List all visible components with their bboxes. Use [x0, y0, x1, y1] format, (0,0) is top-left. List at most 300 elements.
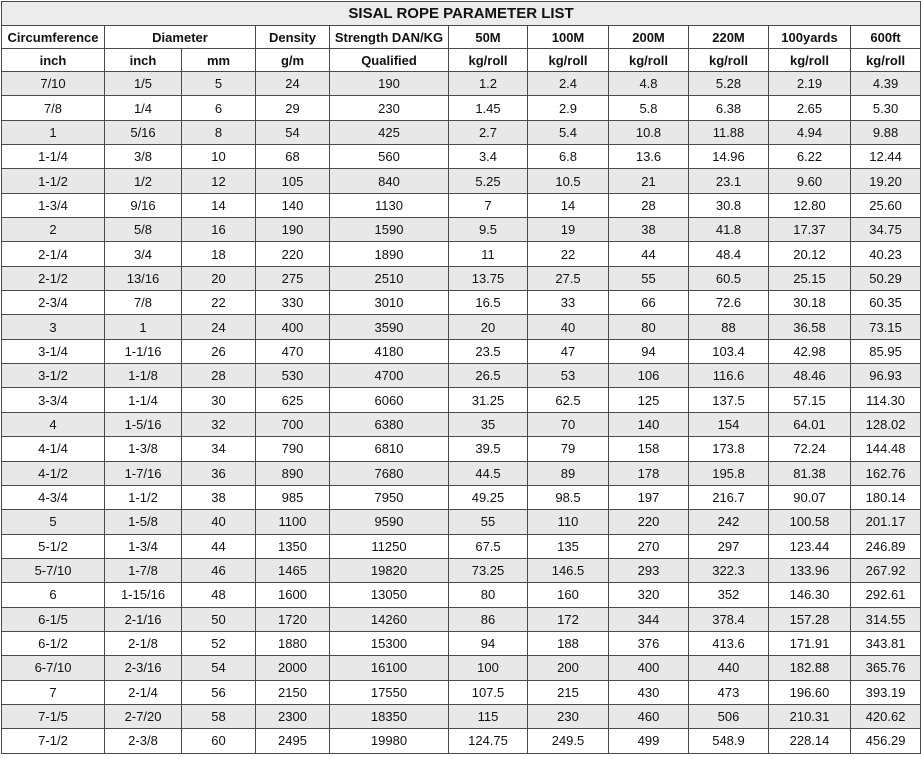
cell-strength: 11250 — [330, 534, 449, 558]
cell-weight-200m: 197 — [609, 485, 689, 509]
cell-diameter-inch: 1/4 — [105, 96, 182, 120]
header-row-2 — [2, 49, 921, 72]
cell-weight-220m: 322.3 — [689, 558, 769, 582]
cell-weight-100yards: 100.58 — [769, 510, 851, 534]
cell-weight-220m: 41.8 — [689, 218, 769, 242]
cell-circumference-inch: 7-1/2 — [2, 729, 105, 753]
cell-strength: 3010 — [330, 291, 449, 315]
cell-density: 29 — [256, 96, 330, 120]
cell-weight-100m: 200 — [528, 656, 609, 680]
cell-density: 1350 — [256, 534, 330, 558]
cell-weight-600ft: 246.89 — [851, 534, 921, 558]
cell-weight-50m: 31.25 — [449, 388, 528, 412]
cell-weight-100yards: 36.58 — [769, 315, 851, 339]
table-title: SISAL ROPE PARAMETER LIST — [2, 2, 921, 26]
cell-weight-100yards: 210.31 — [769, 704, 851, 728]
cell-weight-100m: 22 — [528, 242, 609, 266]
cell-weight-600ft: 162.76 — [851, 461, 921, 485]
cell-strength: 7950 — [330, 485, 449, 509]
cell-diameter-inch: 2-7/20 — [105, 704, 182, 728]
cell-weight-200m: 499 — [609, 729, 689, 753]
cell-weight-200m: 430 — [609, 680, 689, 704]
cell-weight-100yards: 9.60 — [769, 169, 851, 193]
cell-diameter-inch: 1-3/8 — [105, 437, 182, 461]
cell-weight-200m: 66 — [609, 291, 689, 315]
cell-circumference-inch: 1 — [2, 120, 105, 144]
cell-density: 700 — [256, 412, 330, 436]
cell-weight-100yards: 25.15 — [769, 266, 851, 290]
cell-circumference-inch: 2 — [2, 218, 105, 242]
cell-weight-220m: 88 — [689, 315, 769, 339]
cell-weight-50m: 39.5 — [449, 437, 528, 461]
cell-diameter-mm: 46 — [182, 558, 256, 582]
cell-density: 890 — [256, 461, 330, 485]
table-row — [2, 242, 921, 266]
cell-circumference-inch: 4-1/2 — [2, 461, 105, 485]
cell-circumference-inch: 3-1/4 — [2, 339, 105, 363]
cell-weight-100m: 33 — [528, 291, 609, 315]
cell-weight-50m: 5.25 — [449, 169, 528, 193]
cell-density: 2000 — [256, 656, 330, 680]
cell-circumference-inch: 1-1/4 — [2, 145, 105, 169]
cell-weight-200m: 376 — [609, 631, 689, 655]
cell-weight-50m: 1.45 — [449, 96, 528, 120]
header-200m: 200M — [609, 26, 689, 49]
cell-diameter-inch: 9/16 — [105, 193, 182, 217]
cell-diameter-mm: 5 — [182, 72, 256, 96]
cell-weight-600ft: 12.44 — [851, 145, 921, 169]
table-row — [2, 145, 921, 169]
cell-density: 2150 — [256, 680, 330, 704]
cell-weight-100yards: 20.12 — [769, 242, 851, 266]
cell-weight-100m: 89 — [528, 461, 609, 485]
cell-strength: 4700 — [330, 364, 449, 388]
cell-weight-600ft: 267.92 — [851, 558, 921, 582]
cell-weight-600ft: 292.61 — [851, 583, 921, 607]
cell-weight-100yards: 182.88 — [769, 656, 851, 680]
cell-weight-50m: 73.25 — [449, 558, 528, 582]
cell-weight-600ft: 19.20 — [851, 169, 921, 193]
unit-220m: kg/roll — [689, 49, 769, 72]
cell-strength: 840 — [330, 169, 449, 193]
table-row — [2, 193, 921, 217]
cell-weight-100m: 172 — [528, 607, 609, 631]
cell-diameter-inch: 1/5 — [105, 72, 182, 96]
cell-weight-220m: 506 — [689, 704, 769, 728]
cell-strength: 4180 — [330, 339, 449, 363]
cell-diameter-inch: 1-15/16 — [105, 583, 182, 607]
table-row — [2, 218, 921, 242]
cell-density: 2495 — [256, 729, 330, 753]
cell-weight-600ft: 9.88 — [851, 120, 921, 144]
cell-weight-100m: 2.9 — [528, 96, 609, 120]
cell-weight-100yards: 64.01 — [769, 412, 851, 436]
cell-strength: 7680 — [330, 461, 449, 485]
cell-weight-220m: 72.6 — [689, 291, 769, 315]
cell-diameter-mm: 10 — [182, 145, 256, 169]
header-diameter: Diameter — [105, 26, 256, 49]
cell-strength: 16100 — [330, 656, 449, 680]
cell-weight-100yards: 81.38 — [769, 461, 851, 485]
cell-weight-100m: 6.8 — [528, 145, 609, 169]
cell-density: 68 — [256, 145, 330, 169]
cell-weight-50m: 20 — [449, 315, 528, 339]
cell-weight-50m: 100 — [449, 656, 528, 680]
cell-weight-100m: 2.4 — [528, 72, 609, 96]
cell-circumference-inch: 7 — [2, 680, 105, 704]
cell-weight-220m: 195.8 — [689, 461, 769, 485]
cell-circumference-inch: 6-7/10 — [2, 656, 105, 680]
cell-weight-220m: 352 — [689, 583, 769, 607]
cell-weight-220m: 60.5 — [689, 266, 769, 290]
cell-strength: 1130 — [330, 193, 449, 217]
cell-weight-200m: 55 — [609, 266, 689, 290]
cell-density: 275 — [256, 266, 330, 290]
title-row — [2, 2, 921, 26]
cell-weight-50m: 67.5 — [449, 534, 528, 558]
unit-100m: kg/roll — [528, 49, 609, 72]
cell-diameter-inch: 2-1/8 — [105, 631, 182, 655]
cell-density: 530 — [256, 364, 330, 388]
cell-weight-220m: 154 — [689, 412, 769, 436]
cell-weight-100m: 215 — [528, 680, 609, 704]
cell-density: 1465 — [256, 558, 330, 582]
header-600ft: 600ft — [851, 26, 921, 49]
cell-diameter-inch: 3/8 — [105, 145, 182, 169]
cell-weight-100m: 188 — [528, 631, 609, 655]
table-row — [2, 461, 921, 485]
cell-weight-50m: 16.5 — [449, 291, 528, 315]
cell-weight-220m: 137.5 — [689, 388, 769, 412]
cell-weight-100m: 98.5 — [528, 485, 609, 509]
cell-weight-100m: 19 — [528, 218, 609, 242]
cell-circumference-inch: 3 — [2, 315, 105, 339]
cell-weight-600ft: 4.39 — [851, 72, 921, 96]
cell-diameter-mm: 40 — [182, 510, 256, 534]
cell-weight-50m: 35 — [449, 412, 528, 436]
cell-weight-200m: 38 — [609, 218, 689, 242]
cell-diameter-inch: 2-1/4 — [105, 680, 182, 704]
table-row — [2, 534, 921, 558]
cell-weight-600ft: 50.29 — [851, 266, 921, 290]
cell-weight-100yards: 17.37 — [769, 218, 851, 242]
cell-density: 220 — [256, 242, 330, 266]
cell-weight-600ft: 314.55 — [851, 607, 921, 631]
cell-diameter-mm: 38 — [182, 485, 256, 509]
table-row — [2, 656, 921, 680]
cell-density: 2300 — [256, 704, 330, 728]
cell-density: 105 — [256, 169, 330, 193]
cell-weight-100yards: 196.60 — [769, 680, 851, 704]
table-row — [2, 607, 921, 631]
cell-diameter-mm: 28 — [182, 364, 256, 388]
cell-circumference-inch: 4 — [2, 412, 105, 436]
cell-diameter-inch: 2-3/8 — [105, 729, 182, 753]
cell-circumference-inch: 4-3/4 — [2, 485, 105, 509]
cell-diameter-inch: 1 — [105, 315, 182, 339]
cell-diameter-inch: 1-1/4 — [105, 388, 182, 412]
cell-weight-100yards: 57.15 — [769, 388, 851, 412]
cell-weight-100m: 5.4 — [528, 120, 609, 144]
cell-diameter-inch: 1-5/8 — [105, 510, 182, 534]
cell-density: 625 — [256, 388, 330, 412]
cell-weight-600ft: 114.30 — [851, 388, 921, 412]
cell-diameter-inch: 2-1/16 — [105, 607, 182, 631]
cell-weight-220m: 297 — [689, 534, 769, 558]
cell-strength: 425 — [330, 120, 449, 144]
cell-weight-100yards: 72.24 — [769, 437, 851, 461]
header-100m: 100M — [528, 26, 609, 49]
cell-weight-50m: 49.25 — [449, 485, 528, 509]
cell-weight-100yards: 228.14 — [769, 729, 851, 753]
cell-diameter-mm: 30 — [182, 388, 256, 412]
cell-weight-200m: 178 — [609, 461, 689, 485]
cell-weight-200m: 28 — [609, 193, 689, 217]
cell-weight-50m: 80 — [449, 583, 528, 607]
cell-weight-200m: 21 — [609, 169, 689, 193]
cell-weight-200m: 80 — [609, 315, 689, 339]
table-row — [2, 169, 921, 193]
cell-diameter-inch: 1/2 — [105, 169, 182, 193]
cell-diameter-mm: 58 — [182, 704, 256, 728]
header-density: Density — [256, 26, 330, 49]
cell-weight-220m: 5.28 — [689, 72, 769, 96]
cell-weight-100yards: 2.19 — [769, 72, 851, 96]
unit-diameter-mm: mm — [182, 49, 256, 72]
cell-diameter-inch: 1-5/16 — [105, 412, 182, 436]
cell-weight-600ft: 40.23 — [851, 242, 921, 266]
cell-weight-200m: 270 — [609, 534, 689, 558]
cell-weight-220m: 30.8 — [689, 193, 769, 217]
cell-weight-200m: 13.6 — [609, 145, 689, 169]
table-row — [2, 388, 921, 412]
cell-weight-100m: 110 — [528, 510, 609, 534]
cell-diameter-inch: 1-1/16 — [105, 339, 182, 363]
cell-diameter-mm: 20 — [182, 266, 256, 290]
cell-weight-100yards: 30.18 — [769, 291, 851, 315]
cell-diameter-mm: 36 — [182, 461, 256, 485]
cell-weight-50m: 44.5 — [449, 461, 528, 485]
cell-diameter-inch: 1-1/8 — [105, 364, 182, 388]
cell-circumference-inch: 5 — [2, 510, 105, 534]
cell-diameter-inch: 2-3/16 — [105, 656, 182, 680]
table-row — [2, 704, 921, 728]
cell-weight-100yards: 6.22 — [769, 145, 851, 169]
cell-weight-50m: 1.2 — [449, 72, 528, 96]
cell-weight-50m: 7 — [449, 193, 528, 217]
cell-weight-600ft: 34.75 — [851, 218, 921, 242]
cell-density: 190 — [256, 218, 330, 242]
table-row — [2, 583, 921, 607]
sisal-rope-table-container — [1, 1, 920, 757]
cell-strength: 1590 — [330, 218, 449, 242]
cell-diameter-mm: 6 — [182, 96, 256, 120]
cell-weight-50m: 94 — [449, 631, 528, 655]
cell-diameter-mm: 56 — [182, 680, 256, 704]
cell-strength: 230 — [330, 96, 449, 120]
cell-strength: 3590 — [330, 315, 449, 339]
cell-weight-100m: 27.5 — [528, 266, 609, 290]
cell-weight-200m: 460 — [609, 704, 689, 728]
cell-weight-200m: 140 — [609, 412, 689, 436]
cell-diameter-mm: 24 — [182, 315, 256, 339]
cell-weight-200m: 4.8 — [609, 72, 689, 96]
cell-circumference-inch: 6-1/2 — [2, 631, 105, 655]
cell-weight-220m: 103.4 — [689, 339, 769, 363]
cell-density: 400 — [256, 315, 330, 339]
cell-weight-100m: 230 — [528, 704, 609, 728]
cell-weight-100m: 62.5 — [528, 388, 609, 412]
unit-200m: kg/roll — [609, 49, 689, 72]
unit-density: g/m — [256, 49, 330, 72]
table-row — [2, 510, 921, 534]
table-row — [2, 558, 921, 582]
cell-weight-100yards: 157.28 — [769, 607, 851, 631]
cell-weight-600ft: 5.30 — [851, 96, 921, 120]
cell-weight-200m: 400 — [609, 656, 689, 680]
cell-circumference-inch: 3-3/4 — [2, 388, 105, 412]
cell-weight-100m: 135 — [528, 534, 609, 558]
unit-600ft: kg/roll — [851, 49, 921, 72]
cell-weight-600ft: 456.29 — [851, 729, 921, 753]
cell-weight-200m: 10.8 — [609, 120, 689, 144]
cell-weight-100m: 249.5 — [528, 729, 609, 753]
cell-diameter-mm: 44 — [182, 534, 256, 558]
cell-weight-220m: 378.4 — [689, 607, 769, 631]
cell-strength: 2510 — [330, 266, 449, 290]
cell-weight-50m: 55 — [449, 510, 528, 534]
table-row — [2, 680, 921, 704]
cell-weight-600ft: 73.15 — [851, 315, 921, 339]
cell-weight-220m: 23.1 — [689, 169, 769, 193]
cell-diameter-mm: 16 — [182, 218, 256, 242]
cell-weight-600ft: 60.35 — [851, 291, 921, 315]
cell-weight-600ft: 420.62 — [851, 704, 921, 728]
table-row — [2, 120, 921, 144]
cell-weight-100yards: 42.98 — [769, 339, 851, 363]
cell-diameter-mm: 48 — [182, 583, 256, 607]
table-row — [2, 266, 921, 290]
cell-diameter-mm: 14 — [182, 193, 256, 217]
cell-weight-600ft: 393.19 — [851, 680, 921, 704]
cell-density: 790 — [256, 437, 330, 461]
cell-density: 1600 — [256, 583, 330, 607]
cell-strength: 15300 — [330, 631, 449, 655]
cell-weight-220m: 6.38 — [689, 96, 769, 120]
cell-weight-100m: 160 — [528, 583, 609, 607]
cell-weight-200m: 293 — [609, 558, 689, 582]
table-row — [2, 729, 921, 753]
cell-weight-200m: 94 — [609, 339, 689, 363]
cell-strength: 6810 — [330, 437, 449, 461]
cell-strength: 6380 — [330, 412, 449, 436]
cell-weight-100yards: 171.91 — [769, 631, 851, 655]
cell-weight-600ft: 85.95 — [851, 339, 921, 363]
cell-weight-200m: 125 — [609, 388, 689, 412]
cell-strength: 18350 — [330, 704, 449, 728]
table-row — [2, 72, 921, 96]
cell-diameter-inch: 7/8 — [105, 291, 182, 315]
cell-weight-220m: 413.6 — [689, 631, 769, 655]
cell-diameter-mm: 12 — [182, 169, 256, 193]
header-row-1 — [2, 26, 921, 49]
cell-diameter-inch: 5/16 — [105, 120, 182, 144]
cell-weight-200m: 106 — [609, 364, 689, 388]
cell-strength: 13050 — [330, 583, 449, 607]
header-strength: Strength DAN/KG — [330, 26, 449, 49]
cell-strength: 1890 — [330, 242, 449, 266]
cell-density: 1880 — [256, 631, 330, 655]
cell-weight-50m: 2.7 — [449, 120, 528, 144]
cell-diameter-inch: 1-7/8 — [105, 558, 182, 582]
cell-weight-220m: 216.7 — [689, 485, 769, 509]
unit-strength: Qualified — [330, 49, 449, 72]
cell-weight-100yards: 123.44 — [769, 534, 851, 558]
table-row — [2, 631, 921, 655]
cell-weight-50m: 115 — [449, 704, 528, 728]
cell-weight-220m: 48.4 — [689, 242, 769, 266]
cell-weight-100yards: 133.96 — [769, 558, 851, 582]
cell-strength: 560 — [330, 145, 449, 169]
cell-diameter-mm: 8 — [182, 120, 256, 144]
cell-density: 1100 — [256, 510, 330, 534]
cell-density: 985 — [256, 485, 330, 509]
unit-diameter-inch: inch — [105, 49, 182, 72]
table-row — [2, 291, 921, 315]
header-50m: 50M — [449, 26, 528, 49]
cell-density: 54 — [256, 120, 330, 144]
cell-weight-50m: 107.5 — [449, 680, 528, 704]
cell-circumference-inch: 7/8 — [2, 96, 105, 120]
table-row — [2, 412, 921, 436]
cell-diameter-inch: 5/8 — [105, 218, 182, 242]
cell-diameter-inch: 1-1/2 — [105, 485, 182, 509]
cell-weight-100m: 70 — [528, 412, 609, 436]
cell-weight-50m: 26.5 — [449, 364, 528, 388]
cell-circumference-inch: 1-1/2 — [2, 169, 105, 193]
cell-diameter-mm: 26 — [182, 339, 256, 363]
cell-weight-100m: 79 — [528, 437, 609, 461]
cell-circumference-inch: 2-1/2 — [2, 266, 105, 290]
cell-weight-600ft: 96.93 — [851, 364, 921, 388]
cell-weight-50m: 13.75 — [449, 266, 528, 290]
cell-weight-200m: 344 — [609, 607, 689, 631]
cell-weight-100m: 146.5 — [528, 558, 609, 582]
header-220m: 220M — [689, 26, 769, 49]
cell-weight-100yards: 2.65 — [769, 96, 851, 120]
unit-100yards: kg/roll — [769, 49, 851, 72]
cell-circumference-inch: 1-3/4 — [2, 193, 105, 217]
cell-weight-50m: 124.75 — [449, 729, 528, 753]
cell-weight-220m: 173.8 — [689, 437, 769, 461]
cell-weight-600ft: 144.48 — [851, 437, 921, 461]
cell-density: 1720 — [256, 607, 330, 631]
cell-diameter-mm: 52 — [182, 631, 256, 655]
cell-weight-100yards: 4.94 — [769, 120, 851, 144]
cell-circumference-inch: 5-7/10 — [2, 558, 105, 582]
cell-weight-600ft: 25.60 — [851, 193, 921, 217]
table-row — [2, 96, 921, 120]
cell-weight-50m: 11 — [449, 242, 528, 266]
cell-weight-600ft: 128.02 — [851, 412, 921, 436]
cell-circumference-inch: 7-1/5 — [2, 704, 105, 728]
cell-diameter-inch: 3/4 — [105, 242, 182, 266]
cell-weight-220m: 242 — [689, 510, 769, 534]
cell-circumference-inch: 3-1/2 — [2, 364, 105, 388]
cell-weight-220m: 473 — [689, 680, 769, 704]
cell-strength: 14260 — [330, 607, 449, 631]
cell-circumference-inch: 5-1/2 — [2, 534, 105, 558]
